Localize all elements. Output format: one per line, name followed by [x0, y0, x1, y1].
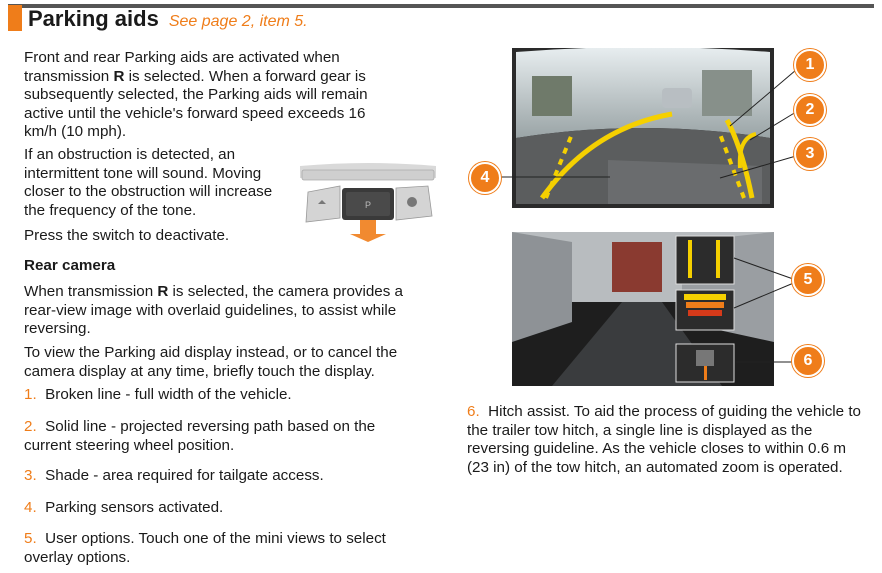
callout-5: 5 [792, 264, 824, 296]
parking-aid-switch-illustration [300, 158, 436, 242]
callout-3: 3 [794, 138, 826, 170]
page-reference: See page 2, item 5. [168, 13, 308, 30]
title-text: Parking aids [28, 6, 159, 31]
callout-1: 1 [794, 49, 826, 81]
intro-paragraph-2: If an obstruction is detected, an intermittent tone will sound. Moving closer to the obstruction will increase the frequency of the tone. [24, 146, 273, 219]
list-item-6: 6. Hitch assist. To aid the process of guiding the vehicle to the trailer tow hitch, a single line is displayed as the reversing guideline. As the vehicle closes to within 0.6 m (23 in) of the tow hitch, an automated zoom is operated. [467, 403, 861, 476]
list-item-3: 3. Shade - area required for tailgate access. [24, 467, 324, 484]
intro-paragraph-1: Front and rear Parking aids are activated when transmission R is selected. When a forward gear is subsequently selected, the Parking aids will remain active until the vehicle's forward speed exceeds 16 km/h (10 mph). [24, 49, 368, 140]
callout-6: 6 [792, 345, 824, 377]
list-item-5: 5. User options. Touch one of the mini views to select overlay options. [24, 530, 386, 566]
list-item-2: 2. Solid line - projected reversing path based on the current steering wheel position. [24, 418, 376, 454]
rear-camera-paragraph-2: To view the Parking aid display instead, or to cancel the camera display at any time, briefly touch the display. [24, 344, 398, 380]
intro-paragraph-3: Press the switch to deactivate. [24, 227, 230, 244]
section-accent-block [8, 5, 22, 31]
list-item-4: 4. Parking sensors activated. [24, 499, 224, 516]
switch-label: P [364, 200, 372, 210]
rear-camera-hitch-assist-image [512, 232, 774, 386]
rear-camera-guidelines-image [512, 48, 774, 208]
page-title [28, 6, 308, 32]
list-item-1: 1. Broken line - full width of the vehicle. [24, 386, 292, 403]
callout-4: 4 [469, 162, 501, 194]
rear-camera-heading: Rear camera [24, 257, 116, 274]
rear-camera-paragraph-1: When transmission R is selected, the camera provides a rear-view image with overlaid guidelines, to assist while reversing. [24, 283, 404, 337]
callout-2: 2 [794, 94, 826, 126]
